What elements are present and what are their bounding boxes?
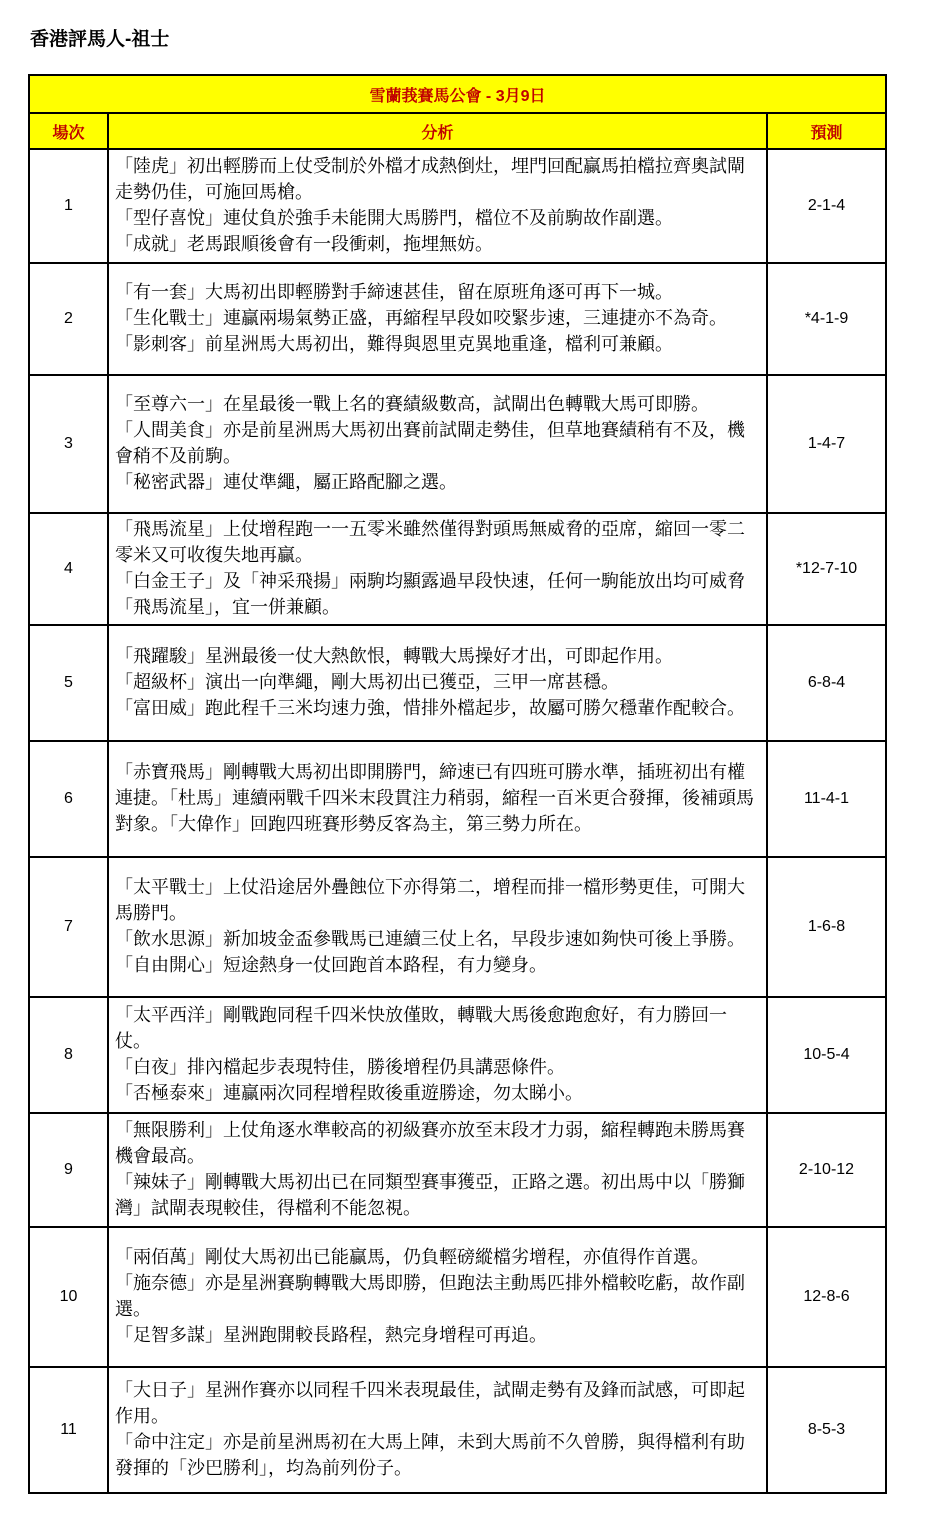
analysis-line: 「飛躍駿」星洲最後一仗大熱飲恨，轉戰大馬操好才出，可即起作用。 (115, 646, 673, 667)
table-row (29, 741, 886, 857)
analysis-line: 「富田威」跑此程千三米均速力強，惜排外檔起步，故屬可勝欠穩輩作配較合。 (115, 698, 745, 719)
analysis-line: 「白金王子」及「神采飛揚」兩駒均顯露過早段快速，任何一駒能放出均可威脅「飛馬流星」，宜一併兼顧。 (115, 571, 745, 618)
analysis-line: 「自由開心」短途熱身一仗回跑首本路程，有力變身。 (115, 955, 547, 976)
analysis-line: 「太平戰士」上仗沿途居外疊蝕位下亦得第二，增程而排一檔形勢更佳，可開大馬勝門。 (115, 877, 745, 924)
race-analysis (108, 625, 767, 741)
header-analysis: 分析 (108, 113, 767, 149)
race-prediction: 10-5-4 (767, 997, 886, 1113)
page-title: 香港評馬人-祖士 (30, 29, 170, 50)
race-prediction: 1-4-7 (767, 375, 886, 513)
race-prediction: 6-8-4 (767, 625, 886, 741)
header-race: 場次 (29, 113, 108, 149)
race-prediction: 12-8-6 (767, 1227, 886, 1367)
analysis-line: 「飛馬流星」上仗增程跑一一五零米雖然僅得對頭馬無威脅的亞席，縮回一零二零米又可收復失地再贏。 (115, 519, 745, 566)
race-analysis (108, 1367, 767, 1493)
analysis-line: 「飲水思源」新加坡金盃參戰馬已連續三仗上名，早段步速如夠快可後上爭勝。 (115, 929, 745, 950)
race-number: 11 (29, 1367, 108, 1493)
race-number: 8 (29, 997, 108, 1113)
analysis-line: 「太平西洋」剛戰跑同程千四米快放僅敗，轉戰大馬後愈跑愈好，有力勝回一仗。 (115, 1005, 727, 1052)
race-prediction: 11-4-1 (767, 741, 886, 857)
table-body (29, 149, 886, 1493)
analysis-line: 「型仔喜悅」連仗負於強手未能開大馬勝門，檔位不及前駒故作副選。 (115, 208, 673, 229)
analysis-line: 「影刺客」前星洲馬大馬初出，難得與恩里克異地重逢，檔利可兼顧。 (115, 334, 673, 355)
race-number: 1 (29, 149, 108, 263)
analysis-line: 「秘密武器」連仗準繩，屬正路配腳之選。 (115, 472, 457, 493)
analysis-line: 「超級杯」演出一向準繩，剛大馬初出已獲亞，三甲一席甚穩。 (115, 672, 619, 693)
race-prediction: 8-5-3 (767, 1367, 886, 1493)
race-analysis (108, 1113, 767, 1227)
analysis-line: 「命中注定」亦是前星洲馬初在大馬上陣，未到大馬前不久曾勝，與得檔利有助發揮的「沙巴勝利」，均為前列份子。 (115, 1432, 745, 1479)
race-analysis (108, 263, 767, 375)
table-row (29, 1227, 886, 1367)
table-row (29, 997, 886, 1113)
analysis-line: 「無限勝利」上仗角逐水準較高的初級賽亦放至末段才力弱，縮程轉跑未勝馬賽機會最高。 (115, 1120, 745, 1167)
analysis-line: 「有一套」大馬初出即輕勝對手締速甚佳，留在原班角逐可再下一城。 (115, 282, 673, 303)
analysis-line: 「白夜」排內檔起步表現特佳，勝後增程仍具講惡條件。 (115, 1057, 565, 1078)
table-row (29, 625, 886, 741)
race-analysis (108, 149, 767, 263)
race-analysis (108, 997, 767, 1113)
race-analysis (108, 741, 767, 857)
analysis-line: 「成就」老馬跟順後會有一段衝刺，拖埋無妨。 (115, 234, 493, 255)
race-number: 4 (29, 513, 108, 625)
analysis-line: 「陸虎」初出輕勝而上仗受制於外檔才成熱倒灶，埋門回配贏馬拍檔拉齊奧試閘走勢仍佳，可施回馬槍。 (115, 156, 745, 203)
race-number: 10 (29, 1227, 108, 1367)
race-number: 5 (29, 625, 108, 741)
race-number: 3 (29, 375, 108, 513)
race-number: 9 (29, 1113, 108, 1227)
table-row (29, 149, 886, 263)
analysis-line: 「人間美食」亦是前星洲馬大馬初出賽前試閘走勢佳，但草地賽績稍有不及，機會稍不及前駒。 (115, 420, 745, 467)
table-banner: 雪蘭莪賽馬公會 - 3月9日 (29, 75, 886, 113)
table-row (29, 513, 886, 625)
header-prediction: 預測 (767, 113, 886, 149)
race-analysis (108, 375, 767, 513)
analysis-line: 「足智多謀」星洲跑開較長路程，熱完身增程可再追。 (115, 1325, 547, 1346)
table-row (29, 857, 886, 997)
race-prediction: 1-6-8 (767, 857, 886, 997)
race-prediction: 2-1-4 (767, 149, 886, 263)
race-number: 6 (29, 741, 108, 857)
race-prediction: *12-7-10 (767, 513, 886, 625)
analysis-line: 「否極泰來」連贏兩次同程增程敗後重遊勝途，勿太睇小。 (115, 1083, 583, 1104)
race-prediction: 2-10-12 (767, 1113, 886, 1227)
race-analysis (108, 1227, 767, 1367)
analysis-line: 「至尊六一」在星最後一戰上名的賽績級數高，試閘出色轉戰大馬可即勝。 (115, 394, 709, 415)
race-prediction: *4-1-9 (767, 263, 886, 375)
analysis-line: 「生化戰士」連贏兩場氣勢正盛，再縮程早段如咬緊步速，三連捷亦不為奇。 (115, 308, 727, 329)
analysis-line: 「辣妹子」剛轉戰大馬初出已在同類型賽事獲亞，正路之選。初出馬中以「勝獅灣」試閘表現較佳，得檔利不能忽視。 (115, 1172, 745, 1219)
race-analysis (108, 513, 767, 625)
race-number: 7 (29, 857, 108, 997)
table-row (29, 1113, 886, 1227)
analysis-line: 「大日子」星洲作賽亦以同程千四米表現最佳，試閘走勢有及鋒而試感，可即起作用。 (115, 1380, 745, 1427)
table-row (29, 375, 886, 513)
race-number: 2 (29, 263, 108, 375)
analysis-line: 「施奈德」亦是星洲賽駒轉戰大馬即勝，但跑法主動馬匹排外檔較吃虧，故作副選。 (115, 1273, 745, 1320)
race-analysis (108, 857, 767, 997)
table-row (29, 263, 886, 375)
analysis-line: 「兩佰萬」剛仗大馬初出已能贏馬，仍負輕磅縱檔劣增程，亦值得作首選。 (115, 1247, 709, 1268)
analysis-line: 「赤寶飛馬」剛轉戰大馬初出即開勝門，締速已有四班可勝水準，插班初出有權連捷。「杜馬」連續兩戰千四米末段貫注力稍弱，縮程一百米更合發揮，後補頭馬對象。「大偉作」回跑四班賽形勢反客為主，第三勢力所在。 (115, 762, 754, 835)
table-row (29, 1367, 886, 1493)
race-tips-table (28, 74, 887, 1494)
